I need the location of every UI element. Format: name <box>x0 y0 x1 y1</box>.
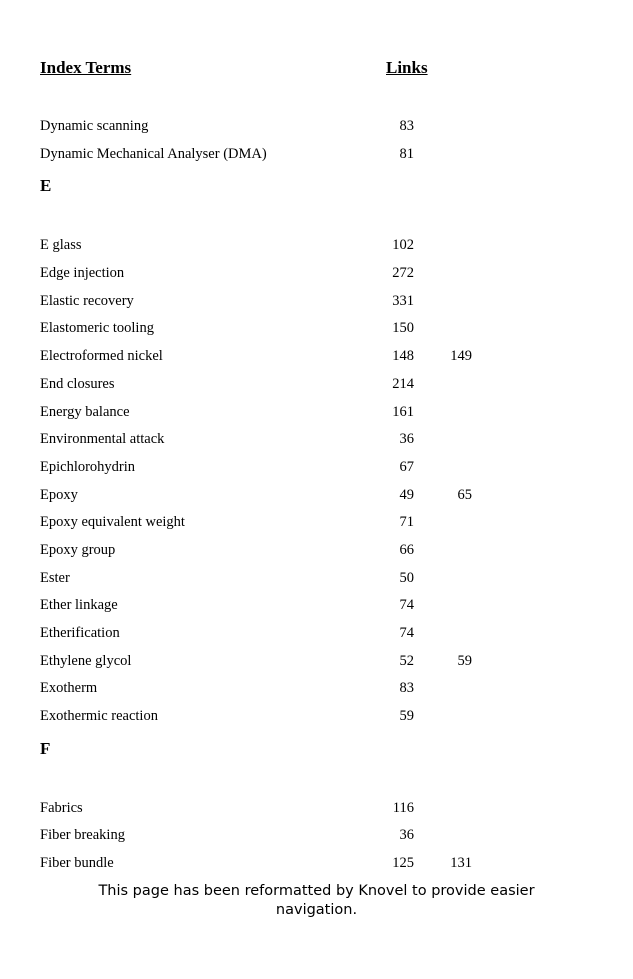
page-link[interactable]: 67 <box>399 458 414 475</box>
index-term: Elastomeric tooling <box>40 320 154 337</box>
page-link[interactable]: 52 <box>399 652 414 669</box>
page-link[interactable]: 272 <box>392 265 414 282</box>
index-term: Exothermic reaction <box>40 708 158 725</box>
index-entry-row <box>0 288 633 316</box>
page-link[interactable]: 125 <box>392 855 414 872</box>
index-term: End closures <box>40 375 115 392</box>
index-term: Epoxy group <box>40 541 116 558</box>
index-entry-row <box>0 260 633 288</box>
page-link[interactable]: 214 <box>392 375 414 392</box>
index-term: Epoxy <box>40 486 78 503</box>
index-term: Energy balance <box>40 403 130 420</box>
index-entry-row <box>0 399 633 427</box>
index-term: Electroformed nickel <box>40 348 163 365</box>
page-link[interactable]: 102 <box>392 237 414 254</box>
index-entry-row <box>0 795 633 823</box>
index-terms-heading: Index Terms <box>40 58 132 77</box>
index-entry-row <box>0 343 633 371</box>
knovel-footer-note <box>0 882 633 920</box>
index-entry-row <box>0 371 633 399</box>
page-link[interactable]: 50 <box>399 569 414 586</box>
page-link[interactable]: 65 <box>457 486 472 503</box>
index-entry-row <box>0 703 633 731</box>
page-link[interactable]: 81 <box>399 145 414 162</box>
page-link[interactable]: 150 <box>392 320 414 337</box>
index-term: Environmental attack <box>40 431 165 448</box>
index-term: Ester <box>40 569 70 586</box>
page-link[interactable]: 149 <box>450 348 472 365</box>
section-letter <box>0 168 633 232</box>
page-link[interactable]: 131 <box>450 855 472 872</box>
page-link[interactable]: 161 <box>392 403 414 420</box>
index-term: Dynamic scanning <box>40 118 149 134</box>
index-term: Ethylene glycol <box>40 652 132 669</box>
index-term: Fiber bundle <box>40 855 114 872</box>
page-link[interactable]: 71 <box>399 514 414 531</box>
index-term: Ether linkage <box>40 597 118 614</box>
index-term: Fiber breaking <box>40 827 125 844</box>
page-link[interactable]: 66 <box>399 541 414 558</box>
index-entry-row <box>0 141 633 169</box>
page-link[interactable]: 116 <box>392 799 414 816</box>
index-entry-row <box>0 113 633 141</box>
index-entry-row <box>0 509 633 537</box>
index-entry-row <box>0 565 633 593</box>
index-term: E glass <box>40 237 82 254</box>
page-link[interactable]: 74 <box>399 597 414 614</box>
index-entry-row <box>0 232 633 260</box>
index-entry-row <box>0 648 633 676</box>
index-term: Epichlorohydrin <box>40 458 136 475</box>
index-term: Dynamic Mechanical Analyser (DMA) <box>40 145 267 162</box>
index-term: Exotherm <box>40 680 98 697</box>
page-link[interactable]: 36 <box>399 431 414 448</box>
page-link[interactable]: 331 <box>392 292 414 309</box>
page-link[interactable]: 74 <box>399 625 414 641</box>
page-link[interactable]: 83 <box>399 118 414 134</box>
index-term: Edge injection <box>40 265 125 282</box>
footer-text: This page has been reformatted by Knovel to provide easier navigation. <box>98 883 535 918</box>
page-link[interactable]: 59 <box>457 652 472 669</box>
section-letter-label: F <box>40 738 51 758</box>
index-entry-row <box>0 454 633 482</box>
index-term: Elastic recovery <box>40 292 134 309</box>
index-entry-row <box>0 537 633 565</box>
index-entry-row <box>0 850 633 878</box>
index-entries <box>0 113 633 878</box>
page-link[interactable]: 148 <box>392 348 414 365</box>
index-entry-row <box>0 482 633 510</box>
page-link[interactable]: 83 <box>399 680 414 697</box>
index-entry-row <box>0 315 633 343</box>
page-link[interactable]: 49 <box>399 486 414 503</box>
index-entry-row <box>0 592 633 620</box>
section-letter <box>0 731 633 795</box>
section-letter-label: E <box>40 176 52 196</box>
index-entry-row <box>0 675 633 703</box>
index-entry-row <box>0 822 633 850</box>
index-entry-row <box>0 620 633 648</box>
index-term: Fabrics <box>40 799 83 816</box>
links-heading: Links <box>386 58 428 77</box>
index-term: Etherification <box>40 625 120 641</box>
index-entry-row <box>0 426 633 454</box>
page-link[interactable]: 36 <box>399 827 414 844</box>
page-link[interactable]: 59 <box>399 708 414 725</box>
index-term: Epoxy equivalent weight <box>40 514 185 531</box>
